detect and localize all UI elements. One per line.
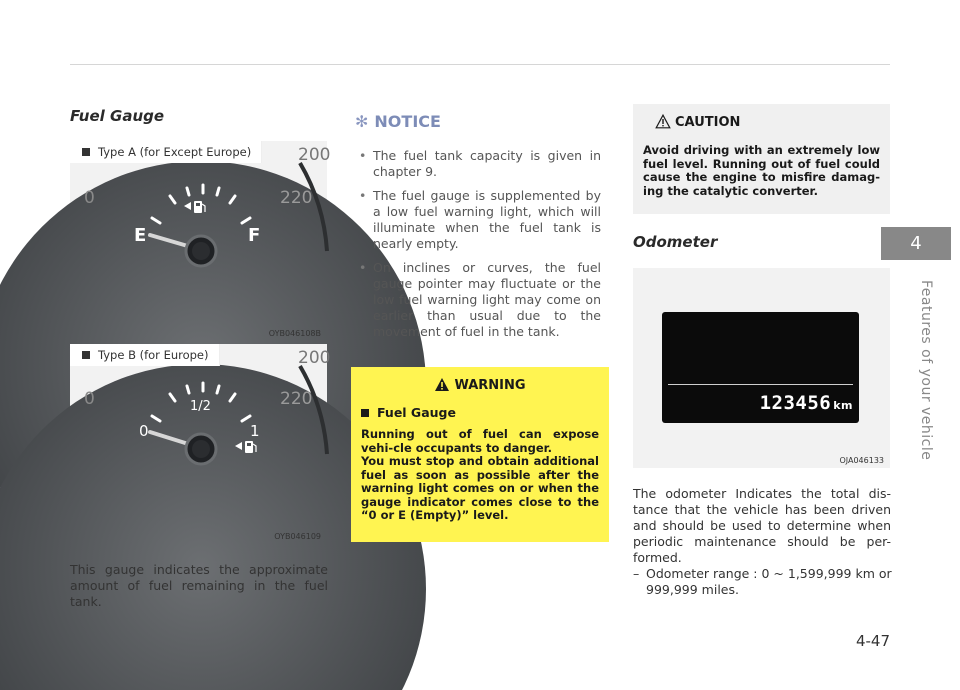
caution-triangle-icon bbox=[655, 114, 671, 129]
fuel-gauge-figure-a bbox=[70, 141, 331, 341]
fuel-gauge-a-illustration bbox=[70, 141, 331, 341]
figure-a-caption: OYB046108B bbox=[268, 329, 321, 338]
full-mark: F bbox=[248, 225, 261, 246]
top-rule bbox=[70, 64, 890, 65]
notice-list bbox=[355, 148, 601, 348]
fuel-gauge-figure-b bbox=[70, 344, 331, 544]
speed-label-0: 0 bbox=[84, 188, 95, 208]
page-number: 4-47 bbox=[855, 632, 890, 650]
notice-item: • The fuel gauge is supplemented by a low fuel warning light, which will illuminate when the fuel tank is nearly empty. bbox=[355, 188, 601, 252]
speed-label-200: 200 bbox=[298, 145, 331, 165]
notice-star-icon: ✻ bbox=[355, 112, 369, 131]
odometer-description: The odometer Indicates the total dis-tance that the vehicle has been driven and should be used to determine when periodic maintenance should be per-formed. bbox=[633, 486, 891, 565]
speed-label-220: 220 bbox=[280, 188, 313, 208]
full-mark: 1 bbox=[250, 422, 260, 440]
caution-box bbox=[633, 104, 890, 214]
warning-subheading: Fuel Gauge bbox=[361, 405, 599, 420]
caution-heading: CAUTION bbox=[655, 114, 880, 130]
speed-label-200: 200 bbox=[298, 348, 331, 368]
warning-heading: WARNING bbox=[361, 377, 599, 393]
odometer-figure bbox=[633, 268, 890, 468]
display-divider bbox=[668, 384, 853, 385]
odometer-heading: Odometer bbox=[633, 233, 718, 251]
fuel-gauge-heading: Fuel Gauge bbox=[70, 107, 165, 125]
fuel-gauge-b-illustration bbox=[70, 344, 331, 544]
notice-item: • The fuel tank capacity is given in chapter 9. bbox=[355, 148, 601, 180]
warning-triangle-icon bbox=[434, 377, 450, 392]
odometer-display bbox=[662, 312, 859, 423]
half-mark: 1/2 bbox=[190, 399, 211, 414]
speed-label-0: 0 bbox=[84, 389, 95, 409]
figure-b-label: Type B (for Europe) bbox=[70, 344, 220, 366]
warning-paragraph: You must stop and obtain additional fuel as soon as possible after the warning light comes on or when the gauge indicator comes close to the “0 or E (Empty)” level. bbox=[361, 454, 599, 522]
figure-b-caption: OYB046109 bbox=[274, 532, 321, 541]
figure-a-label: Type A (for Except Europe) bbox=[70, 141, 262, 163]
chapter-number-tab: 4 bbox=[881, 227, 951, 260]
fuel-gauge-description: This gauge indicates the approximate amount of fuel remaining in the fuel tank. bbox=[70, 562, 328, 609]
notice-item: • On inclines or curves, the fuel gauge pointer may fluctuate or the low fuel warning light may come on earlier than usual due to the movement of fuel in the tank. bbox=[355, 260, 601, 340]
warning-paragraph: Running out of fuel can expose vehi-cle occupants to danger. bbox=[361, 427, 599, 455]
empty-mark: 0 bbox=[139, 422, 149, 440]
speed-label-220: 220 bbox=[280, 389, 313, 409]
chapter-title: Features of your vehicle bbox=[918, 280, 934, 461]
notice-heading: ✻ NOTICE bbox=[355, 112, 441, 131]
caution-paragraph: Avoid driving with an extremely low fuel level. Running out of fuel could cause the engine to misfire damag-ing the catalytic converter. bbox=[643, 143, 880, 198]
odometer-range: – Odometer range : 0 ~ 1,599,999 km or 999,999 miles. bbox=[633, 566, 892, 597]
odometer-reading: 123456 km bbox=[759, 392, 853, 414]
warning-box bbox=[351, 367, 609, 542]
odometer-caption: OJA046133 bbox=[839, 456, 884, 465]
empty-mark: E bbox=[134, 225, 147, 246]
